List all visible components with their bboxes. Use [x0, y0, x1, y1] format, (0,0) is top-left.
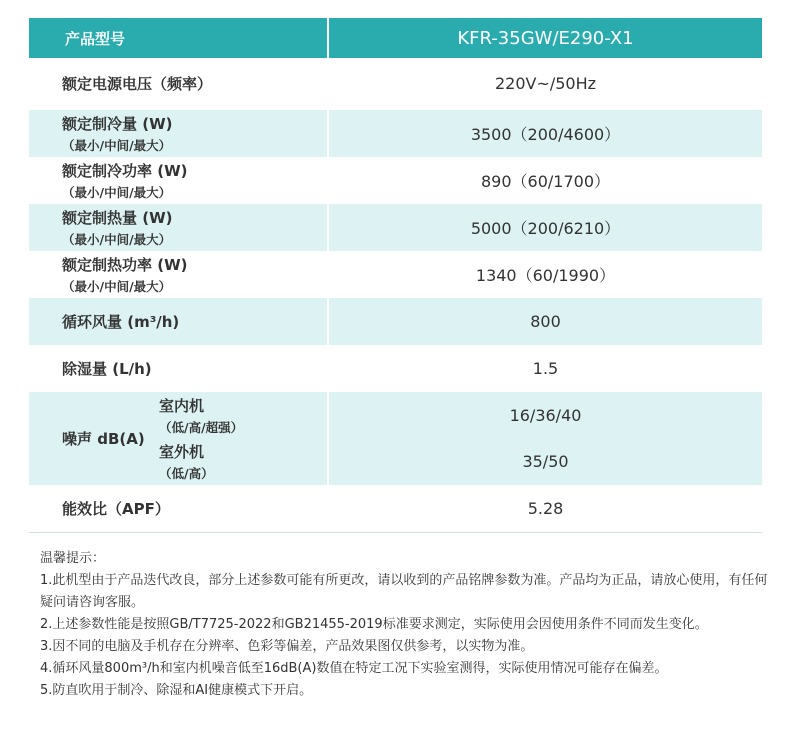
table-row — [29, 298, 762, 346]
row-sublabel: （最小/中间/最大） — [62, 232, 172, 247]
note-item: 4.循环风量800m³/h和室内机噪音低至16dB(A)数值在特定工况下实验室测得，实际使用情况可能存在偏差。 — [40, 661, 668, 676]
row-sublabel: （最小/中间/最大） — [62, 185, 172, 200]
row-value: 1340（60/1990） — [475, 266, 616, 285]
indoor-noise-value: 16/36/40 — [509, 405, 582, 425]
row-label: 额定制冷功率 (W) — [62, 162, 188, 180]
table-row — [29, 346, 762, 392]
table-row — [29, 110, 762, 158]
row-sublabel: （最小/中间/最大） — [62, 138, 172, 153]
notes — [40, 548, 780, 702]
outdoor-label: 室外机 — [159, 443, 205, 462]
table-row — [29, 252, 762, 298]
header-label: 产品型号 — [29, 18, 329, 58]
note-item: 3.因不同的电脑及手机存在分辨率、色彩等偏差，产品效果图仅供参考，以实物为准。 — [40, 639, 534, 654]
table-row — [29, 486, 762, 532]
row-label: 额定制热功率 (W) — [62, 256, 188, 274]
row-value: 890（60/1700） — [480, 172, 610, 191]
row-value: 220V~/50Hz — [494, 74, 597, 93]
table-row — [29, 58, 762, 110]
row-label: 循环风量 (m³/h) — [62, 313, 180, 331]
apf-value: 5.28 — [527, 499, 564, 518]
noise-row — [29, 392, 762, 486]
row-label: 额定制热量 (W) — [62, 209, 173, 227]
indoor-sublabel: （低/高/超强） — [159, 419, 244, 435]
table-row — [29, 204, 762, 252]
outdoor-sublabel: （低/高） — [159, 466, 214, 482]
notes-title: 温馨提示： — [40, 551, 106, 566]
row-sublabel: （最小/中间/最大） — [62, 279, 172, 294]
note-item: 2.上述参数性能是按照GB/T7725-2022和GB21455-2019标准要求测定，实际使用会因使用条件不同而发生变化。 — [40, 617, 708, 632]
note-item: 5.防直吹用于制冷、除湿和AI健康模式下开启。 — [40, 683, 313, 698]
row-value: 3500（200/4600） — [470, 125, 621, 144]
table-row — [29, 158, 762, 204]
header-model: KFR-35GW/E290-X1 — [457, 27, 634, 49]
spec-table — [29, 18, 762, 533]
row-value: 5000（200/6210） — [470, 219, 621, 238]
row-value: 800 — [530, 312, 561, 331]
row-value: 1.5 — [532, 359, 559, 378]
indoor-unit — [159, 392, 327, 439]
noise-label: 噪声 dB(A) — [62, 430, 145, 448]
row-label: 额定制冷量 (W) — [62, 115, 173, 133]
apf-label: 能效比（APF） — [62, 500, 170, 518]
row-label: 额定电源电压（频率） — [62, 75, 213, 93]
table-header — [29, 18, 762, 58]
indoor-label: 室内机 — [159, 396, 205, 415]
outdoor-noise-value: 35/50 — [522, 452, 569, 472]
outdoor-unit — [159, 439, 327, 486]
row-label: 除湿量 (L/h) — [62, 360, 152, 378]
table-divider — [29, 532, 762, 533]
note-item: 1.此机型由于产品迭代改良，部分上述参数可能有所更改，请以收到的产品铭牌参数为准。产品均为正品，请放心使用，有任何疑问请咨询客服。 — [40, 573, 768, 610]
